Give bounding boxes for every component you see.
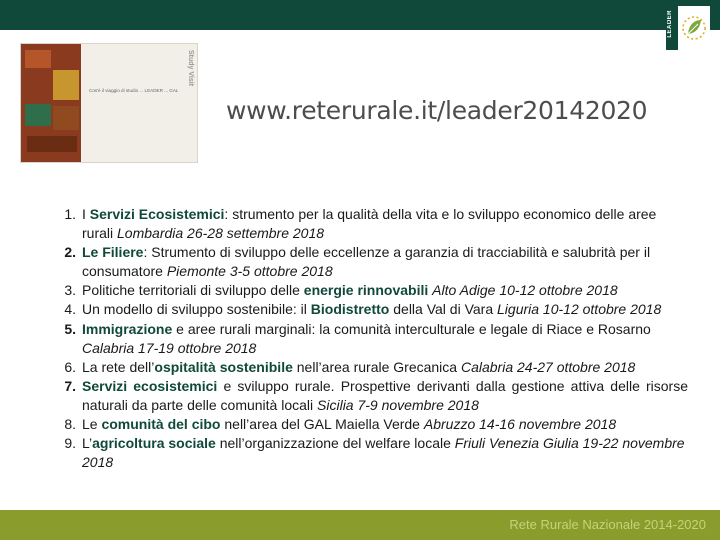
list-item	[50, 243, 688, 281]
list-item	[50, 415, 688, 434]
item-keyword: Le Filiere	[82, 244, 144, 261]
list-item	[50, 205, 688, 243]
item-number: 3.	[64, 282, 76, 299]
list-item	[50, 358, 688, 377]
logo-stripe	[666, 6, 678, 50]
item-number: 7.	[64, 377, 76, 394]
item-text: : Strumento di sviluppo delle eccellenze a garanzia di tracciabilità e salubrità per il consumatore	[82, 244, 651, 280]
item-location-date: Abruzzo 14-16 novembre 2018	[423, 416, 617, 433]
item-location-date: Sicilia 7-9 novembre 2018	[317, 396, 479, 413]
item-location-date: Friuli Venezia Giulia 19-22 novembre 2018	[82, 435, 685, 471]
item-keyword: agricoltura sociale	[92, 435, 216, 452]
footer-text: Rete Rurale Nazionale 2014-2020	[509, 517, 706, 532]
item-number: 6.	[64, 358, 76, 375]
list-item	[50, 377, 688, 415]
item-number: 9.	[64, 435, 76, 452]
list-item	[50, 434, 688, 472]
item-keyword: energie rinnovabili	[303, 282, 429, 299]
item-text: : strumento per la qualità della vita e lo sviluppo economico delle aree rurali	[82, 206, 657, 242]
item-text: Un modello di sviluppo sostenibile: il	[82, 301, 311, 318]
publication-cover-image	[20, 43, 198, 163]
item-text: La rete dell’	[82, 358, 155, 375]
item-text: della Val di Vara	[389, 301, 498, 318]
item-location-date: Calabria 17-19 ottobre 2018	[82, 339, 257, 356]
item-number: 4.	[64, 301, 76, 318]
item-text: Le	[82, 416, 102, 433]
list-item	[50, 281, 688, 300]
item-text: nell’organizzazione del welfare locale	[215, 435, 455, 452]
item-text: nell’area del GAL Maiella Verde	[220, 416, 424, 433]
item-text: Politiche territoriali di sviluppo delle	[82, 282, 304, 299]
list-item	[50, 300, 688, 319]
item-location-date: Calabria 24-27 ottobre 2018	[460, 358, 636, 375]
list-item	[50, 320, 688, 358]
item-location-date: Alto Adige 10-12 ottobre 2018	[432, 282, 618, 299]
item-number: 1.	[64, 206, 76, 222]
item-keyword: Servizi Ecosistemici	[89, 206, 225, 222]
item-location-date: Lombardia 26-28 settembre 2018	[117, 225, 325, 242]
item-keyword: comunità del cibo	[101, 416, 221, 433]
item-keyword: Servizi ecosistemici	[82, 377, 218, 394]
item-number: 5.	[64, 320, 76, 337]
cover-title: Cos'è il viaggio di studio ... LEADER ... GAL	[89, 88, 179, 93]
item-number: 8.	[64, 416, 76, 433]
leaf-star-icon	[679, 8, 709, 48]
item-text: e sviluppo rurale. Prospettive derivanti dalla gestione attiva delle risorse naturali da parte delle comunità locali	[82, 377, 688, 413]
item-keyword: Immigrazione	[82, 320, 173, 337]
cover-color-blocks	[21, 44, 81, 162]
footer-bar	[0, 510, 720, 540]
item-keyword: ospitalità sostenibile	[154, 358, 293, 375]
item-location-date: Piemonte 3-5 ottobre 2018	[166, 263, 333, 280]
item-text: e aree rurali marginali: la comunità interculturale e legale di Riace e Rosarno	[172, 320, 651, 337]
item-text: L’	[82, 435, 93, 452]
item-keyword: Biodistretto	[310, 301, 390, 318]
item-text: nell’area rurale Grecanica	[292, 358, 461, 375]
item-number: 2.	[64, 244, 76, 261]
top-bar	[0, 0, 720, 30]
item-location-date: Liguria 10-12 ottobre 2018	[497, 301, 662, 318]
cover-side-label: Study Visit	[187, 50, 194, 87]
item-text: I	[82, 206, 90, 222]
logo-text: LEADER	[667, 10, 673, 38]
study-visit-list	[50, 205, 688, 472]
leader-logo	[666, 6, 710, 50]
website-url[interactable]: www.reterurale.it/leader20142020	[226, 96, 648, 125]
